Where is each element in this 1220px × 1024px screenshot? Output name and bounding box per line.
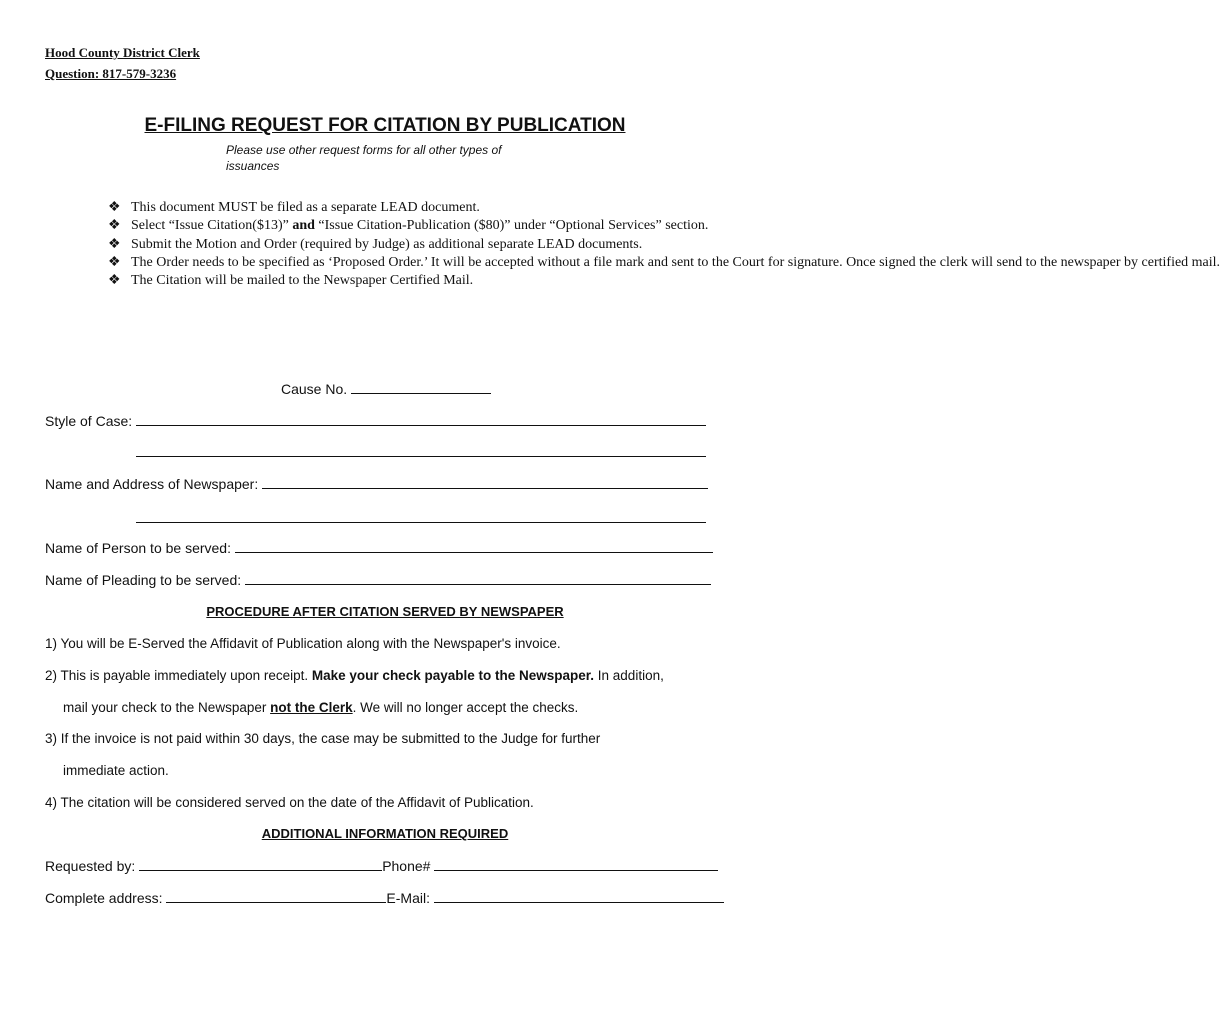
style-of-case-field[interactable]: [45, 413, 706, 429]
office-name: Hood County District Clerk: [45, 45, 200, 60]
diamond-bullet-icon: ❖: [108, 273, 121, 289]
newspaper-label: Name and Address of Newspaper:: [45, 476, 259, 492]
page-title: E-FILING REQUEST FOR CITATION BY PUBLICATION: [144, 115, 626, 136]
pleading-served-label: Name of Pleading to be served:: [45, 572, 242, 588]
cause-no-field[interactable]: [281, 381, 491, 397]
newspaper-field[interactable]: [45, 476, 708, 492]
instruction-item: ❖ The Citation will be mailed to the Newspaper Certified Mail.: [108, 272, 688, 290]
requested-by-blank[interactable]: [139, 858, 382, 871]
procedure-item-2-cont: mail your check to the Newspaper not the Clerk. We will no longer accept the checks.: [63, 700, 579, 715]
pleading-served-field[interactable]: [45, 572, 711, 588]
additional-heading: ADDITIONAL INFORMATION REQUIRED: [261, 826, 509, 841]
person-served-field[interactable]: [45, 540, 713, 556]
phone-label: Phone#: [382, 858, 431, 874]
procedure-item-4: 4) The citation will be considered served on the date of the Affidavit of Publication.: [45, 795, 534, 810]
instruction-item: ❖ This document MUST be filed as a separate LEAD document.: [108, 199, 688, 217]
address-label: Complete address:: [45, 890, 163, 906]
diamond-bullet-icon: ❖: [108, 254, 121, 270]
person-served-blank[interactable]: [235, 540, 713, 553]
instruction-item: ❖ Select “Issue Citation($13)” and “Issue Citation-Publication ($80)” under “Optional Services” section.: [108, 217, 688, 235]
newspaper-blank[interactable]: [262, 476, 708, 489]
procedure-item-3: 3) If the invoice is not paid within 30 days, the case may be submitted to the Judge for further: [45, 731, 601, 746]
procedure-item-3-cont: immediate action.: [63, 763, 169, 778]
instruction-item: ❖ Submit the Motion and Order (required by Judge) as additional separate LEAD documents.: [108, 236, 688, 254]
email-label: E-Mail:: [386, 890, 430, 906]
instruction-list: [108, 199, 1220, 290]
address-blank[interactable]: [166, 890, 386, 903]
style-of-case-blank-line2[interactable]: [136, 456, 706, 457]
requested-by-field[interactable]: [45, 858, 718, 874]
address-field[interactable]: [45, 890, 724, 906]
question-phone: Question: 817-579-3236: [45, 66, 177, 81]
diamond-bullet-icon: ❖: [108, 200, 121, 215]
cause-no-blank[interactable]: [351, 381, 491, 394]
person-served-label: Name of Person to be served:: [45, 540, 231, 556]
procedure-item-1: 1) You will be E-Served the Affidavit of Publication along with the Newspaper's invoice.: [45, 636, 561, 651]
instruction-item: ❖ The Order needs to be specified as ‘Proposed Order.’ It will be accepted without a file mark and sent to the Court for signature. Once signed the clerk will send to the newspaper by certified mail.: [108, 254, 688, 272]
diamond-bullet-icon: ❖: [108, 218, 121, 234]
diamond-bullet-icon: ❖: [108, 236, 121, 252]
style-of-case-blank[interactable]: [136, 413, 706, 426]
email-blank[interactable]: [434, 890, 724, 903]
procedure-item-2: 2) This is payable immediately upon receipt. Make your check payable to the Newspaper. In addition,: [45, 668, 664, 683]
procedure-heading: PROCEDURE AFTER CITATION SERVED BY NEWSPAPER: [206, 604, 564, 619]
page-subtitle: Please use other request forms for all other types of issuances: [226, 143, 502, 173]
style-of-case-label: Style of Case:: [45, 413, 133, 429]
phone-blank[interactable]: [434, 858, 718, 871]
requested-by-label: Requested by:: [45, 858, 136, 874]
newspaper-blank-line2[interactable]: [136, 522, 706, 523]
pleading-served-blank[interactable]: [245, 572, 711, 585]
cause-no-label: Cause No.: [281, 381, 348, 397]
